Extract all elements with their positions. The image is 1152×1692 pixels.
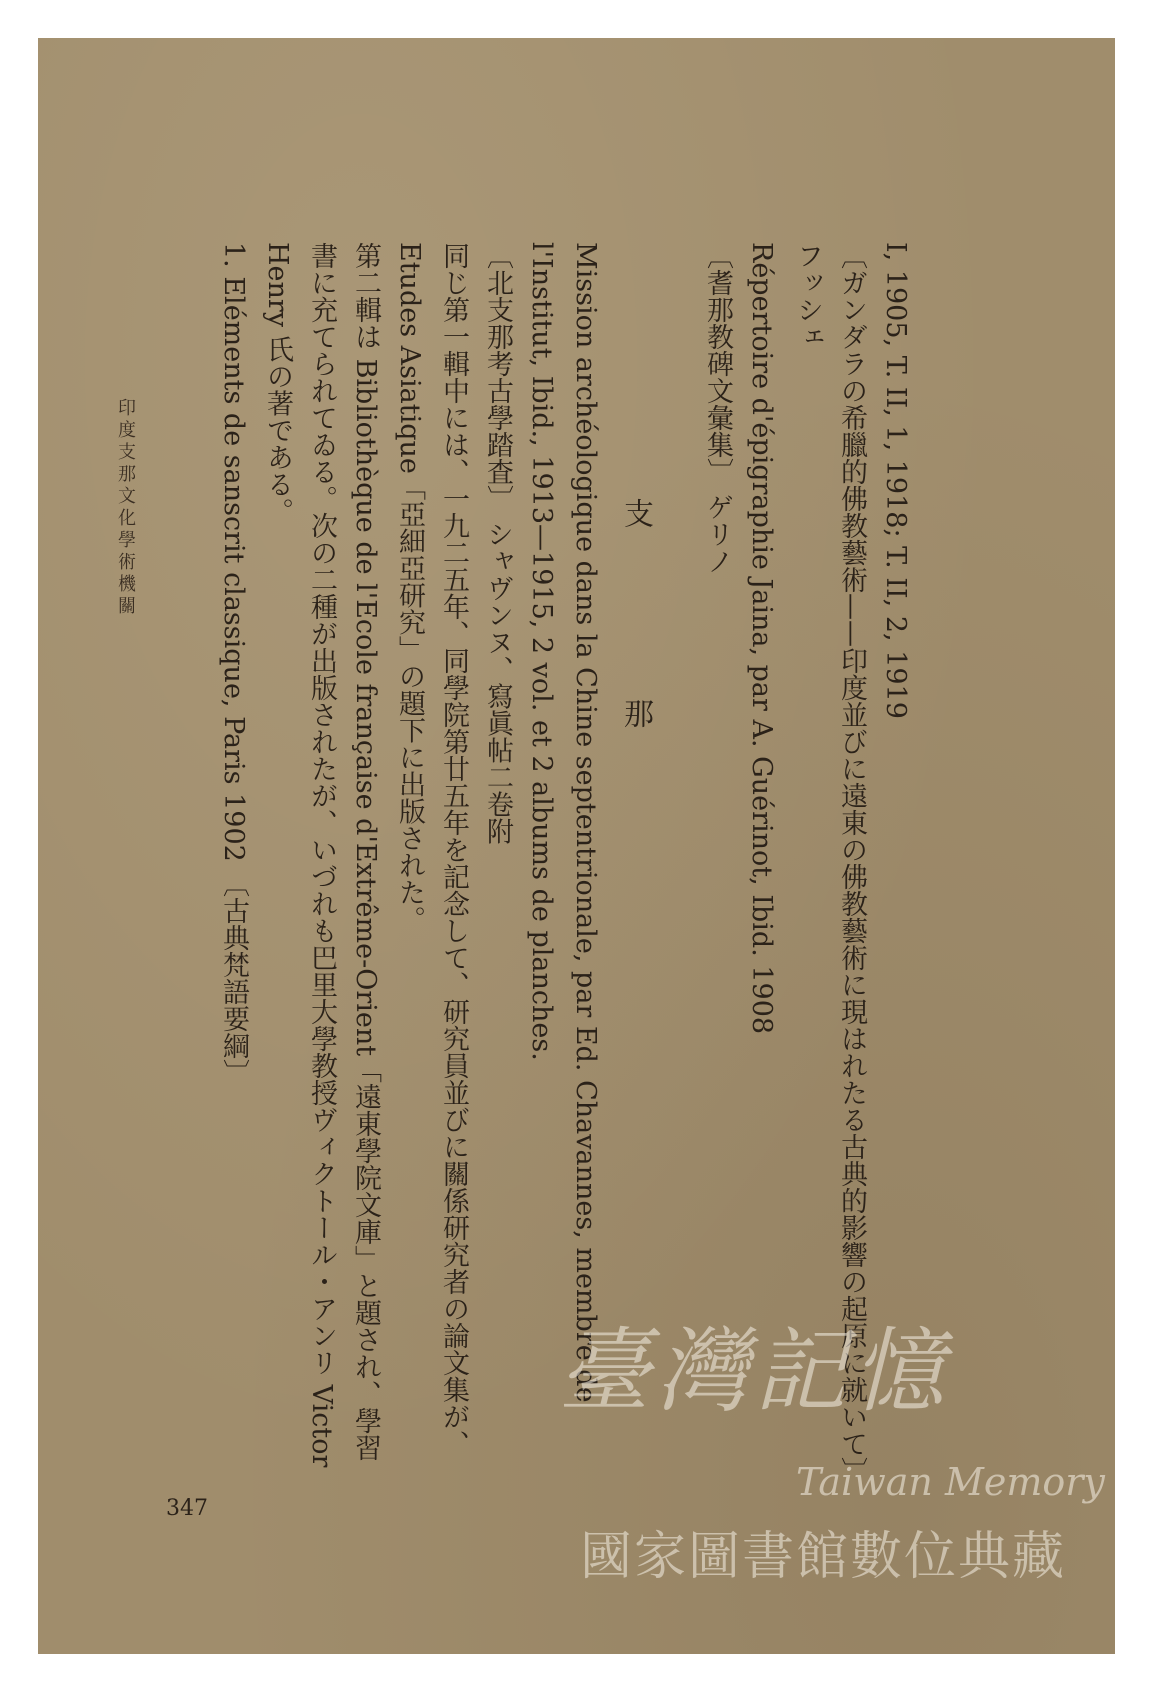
text-line-14: 1. Eléments de sanscrit classique, Paris 1902 〔古典梵語要綱〕	[218, 242, 249, 1087]
text-line-11: 第二輯は Bibliothèque de l'Ecole française d'Extrême-Orient「遠東學院文庫」と題され、學習	[350, 242, 381, 1462]
text-line-5: 〔耆那教碑文彙集〕 ゲリノ	[702, 242, 733, 575]
text-line-12: 書に充てられてゐる。次の二種が出版されたが、いづれも巴里大學教授ヴィクトール・アンリ Victor	[306, 242, 337, 1468]
text-line-1: I, 1905, T. II, 1, 1918; T. II, 2, 1919	[880, 242, 911, 719]
text-line-2: 〔ガンダラの希臘的佛教藝術——印度並びに遠東の佛教藝術に現はれたる古典的影響の起原に就いて〕	[836, 242, 867, 1484]
text-line-9: 同じ第一輯中には、一九二五年、同學院第廿五年を記念して、研究員並びに關係研究者の論文集が、	[438, 242, 469, 1457]
page-number: 347	[166, 1496, 208, 1521]
text-line-8: 〔北支那考古學踏査〕 シャヴンヌ、寫眞帖二卷附	[482, 242, 513, 845]
watermark-chinese: 國家圖書館數位典藏	[580, 1527, 1067, 1587]
text-line-13: Henry 氏の著である。	[262, 242, 293, 525]
text-line-3: フッシェ	[792, 242, 823, 350]
watermark	[558, 1288, 1115, 1628]
text-line-10: Etudes Asiatique「亞細亞研究」の題下に出版された。	[394, 242, 425, 933]
watermark-calligraphy: 臺灣記憶	[558, 1318, 951, 1425]
section-heading: 支 那	[618, 498, 653, 798]
text-line-6: Mission archéologique dans la Chine septentrionale, par Ed. Chavannes, membre de	[570, 242, 601, 1403]
text-line-4: Répertoire d'épigraphie Jaina, par A. Guérinot, Ibid. 1908	[746, 242, 777, 1035]
running-footer: 印度支那文化學術機關	[115, 398, 136, 618]
watermark-english: Taiwan Memory	[796, 1460, 1105, 1504]
book-page	[38, 38, 1115, 1654]
text-line-7: l'Institut, Ibid., 1913—1915, 2 vol. et 2 albums de planches.	[526, 242, 557, 1061]
